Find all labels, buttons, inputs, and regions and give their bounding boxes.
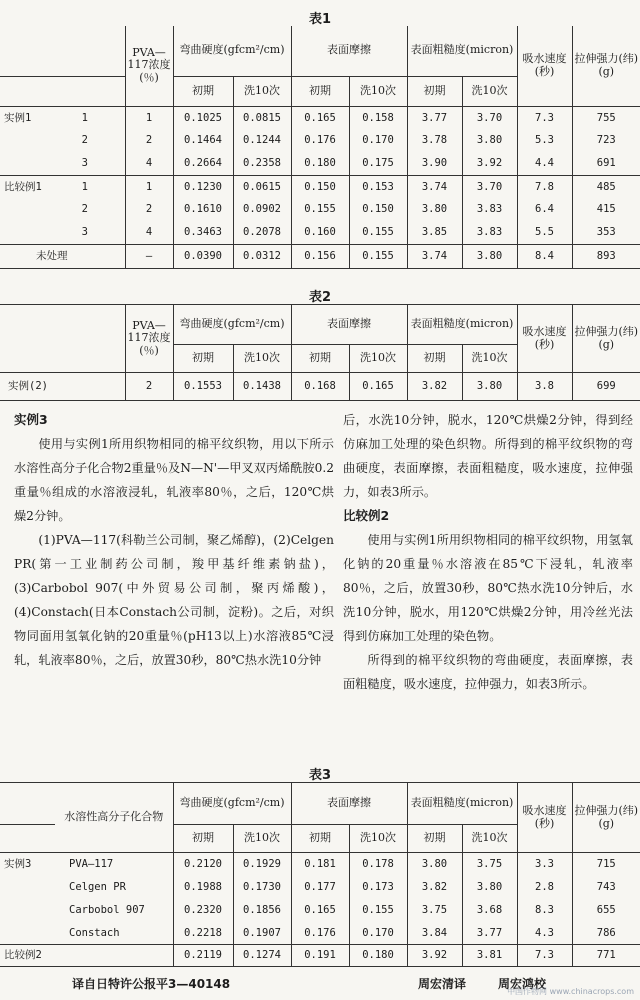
table-row: [0, 899, 640, 922]
table-cell: 353: [572, 221, 640, 244]
table-cell: 0.170: [349, 129, 407, 152]
table-cell: 2: [45, 198, 125, 221]
table-cell: 0.158: [349, 106, 407, 129]
table-cell: 0.0390: [173, 244, 233, 268]
table-cell: 0.175: [349, 152, 407, 175]
right-paragraph-2: 使用与实例1所用织物相同的棉平纹织物，用氢氧化钠的20重量％水溶液在85℃下浸轧，轧液率80％，之后，放置30秒，80℃热水洗10分钟后，水洗10分钟，脱水，用120℃烘燥2分钟，用冷丝光法得到仿麻加工处理的染色物。: [343, 533, 633, 643]
footer-translator: 周宏清译: [418, 977, 467, 991]
table2-header-bend: 弯曲硬度(gfcm²/cm): [173, 305, 291, 345]
table-cell: 2: [125, 373, 173, 401]
table-cell: 3.75: [462, 853, 517, 876]
table-row: [0, 175, 640, 198]
group-label: 实例1: [4, 111, 32, 124]
table-cell: 786: [572, 922, 640, 945]
table-cell: 0.165: [291, 106, 349, 129]
table-cell: 0.178: [349, 853, 407, 876]
table-cell: 5.5: [517, 221, 572, 244]
table-row: [0, 129, 640, 152]
table-cell: 0.1907: [233, 922, 291, 945]
right-column: [343, 408, 633, 696]
table-cell: 7.3: [517, 945, 572, 967]
table-cell: 0.153: [349, 175, 407, 198]
table1-header-pva: PVA—117浓度(％): [125, 26, 173, 106]
table-cell: 3.83: [462, 198, 517, 221]
table-cell: 0.150: [349, 198, 407, 221]
table3-header-bend: 弯曲硬度(gfcm²/cm): [173, 783, 291, 825]
table-cell: 0.2320: [173, 899, 233, 922]
table1-header-wash: 洗10次: [349, 76, 407, 106]
table-cell: 4.4: [517, 152, 572, 175]
table2-header-rough: 表面粗糙度(micron): [407, 305, 517, 345]
table-row: [0, 198, 640, 221]
table-row: [0, 922, 640, 945]
table-cell: 1: [125, 175, 173, 198]
table2-header-pva: PVA—117浓度(％): [125, 305, 173, 373]
table-cell: 3.83: [462, 221, 517, 244]
table-cell: 3.84: [407, 922, 462, 945]
table-cell: 0.156: [291, 244, 349, 268]
table-cell: 0.0312: [233, 244, 291, 268]
group-label: 未处理: [0, 244, 125, 268]
table3-header-initial: 初期: [173, 825, 233, 853]
table-cell: 0.176: [291, 922, 349, 945]
table-cell: 3.90: [407, 152, 462, 175]
table-cell: 2: [45, 129, 125, 152]
table-cell: 415: [596, 203, 616, 216]
table3-header-wash: 洗10次: [233, 825, 291, 853]
table-cell: 0.0615: [233, 175, 291, 198]
table-cell: PVA—117: [55, 853, 173, 876]
table-cell: 4: [125, 221, 173, 244]
table2-header-wash: 洗10次: [349, 345, 407, 373]
table-cell: 0.155: [349, 899, 407, 922]
right-paragraph-3: 所得到的棉平纹织物的弯曲硬度，表面摩擦，表面粗糙度，吸水速度，拉伸强力，如表3所示。: [343, 653, 633, 691]
table-row: [0, 244, 640, 268]
table-cell: 3.80: [462, 876, 517, 899]
table-row: [0, 106, 640, 129]
table-cell: 0.155: [291, 198, 349, 221]
table1-header-rough: 表面粗糙度(micron): [407, 26, 517, 76]
table2-header-wash: 洗10次: [462, 345, 517, 373]
table-cell: 3.80: [407, 853, 462, 876]
table2-header-absorb: 吸水速度(秒): [517, 305, 572, 373]
table-cell: 0.155: [349, 221, 407, 244]
table2-header-wash: 洗10次: [233, 345, 291, 373]
table3-header-friction: 表面摩擦: [291, 783, 407, 825]
table-cell: 0.3463: [173, 221, 233, 244]
table-cell: 0.160: [291, 221, 349, 244]
table-cell: 893: [572, 244, 640, 268]
table1-header-initial: 初期: [291, 76, 349, 106]
table-cell: 0.0815: [233, 106, 291, 129]
table3-header-tensile: 拉伸强力(纬)(g): [572, 783, 640, 853]
table-row: [0, 373, 640, 401]
table-cell: 0.1610: [173, 198, 233, 221]
table-cell: 0.176: [291, 129, 349, 152]
table-cell: 1: [45, 106, 125, 129]
table2-header-tensile: 拉伸强力(纬)(g): [572, 305, 640, 373]
table2: [0, 304, 640, 401]
footer-proofreader: 周宏鸿校: [498, 977, 547, 991]
table-cell: 0.2218: [173, 922, 233, 945]
table-cell: 0.1464: [173, 129, 233, 152]
table-cell: 3.74: [407, 175, 462, 198]
table-cell: 0.1230: [173, 175, 233, 198]
table-cell: 5.3: [517, 129, 572, 152]
table-cell: 0.173: [349, 876, 407, 899]
table-cell: 3.92: [407, 945, 462, 967]
table-cell: 3.70: [462, 106, 517, 129]
right-paragraph-1: 后，水洗10分钟，脱水，120℃烘燥2分钟，得到经仿麻加工处理的染色织物。所得到的棉平纹织物的弯曲硬度，表面摩擦，表面粗糙度，吸水速度，拉伸强力，如表3所示。: [343, 413, 633, 499]
table-cell: 3: [45, 152, 125, 175]
watermark: 中国作物网 www.chinacrops.com: [507, 987, 634, 996]
table-cell: 691: [572, 152, 640, 175]
table-cell: 0.1929: [233, 853, 291, 876]
table3: [0, 782, 640, 967]
table-cell: 0.168: [291, 373, 349, 401]
example3-title: 实例3: [14, 412, 48, 427]
table1-header-wash: 洗10次: [462, 76, 517, 106]
table-cell: 771: [572, 945, 640, 967]
table-cell: 7.3: [517, 106, 572, 129]
table-cell: 715: [596, 858, 616, 871]
table-cell: 0.1244: [233, 129, 291, 152]
table-cell: 0.2664: [173, 152, 233, 175]
table-cell: 3.82: [407, 876, 462, 899]
table-cell: 2: [125, 129, 173, 152]
table1-header-friction: 表面摩擦: [291, 26, 407, 76]
table-cell: 0.1856: [233, 899, 291, 922]
table3-header-wash: 洗10次: [349, 825, 407, 853]
table2-caption: 表2: [308, 290, 332, 305]
table-cell: 0.2119: [173, 945, 233, 967]
table-cell: 3.68: [462, 899, 517, 922]
table-cell: 3.77: [462, 922, 517, 945]
table-cell: 3.92: [462, 152, 517, 175]
table-cell: 0.1730: [233, 876, 291, 899]
table-cell: 1: [125, 106, 173, 129]
table3-header-absorb: 吸水速度(秒): [517, 783, 572, 853]
table-cell: 0.155: [349, 244, 407, 268]
table-cell: 3.75: [407, 899, 462, 922]
table-cell: 3.80: [407, 198, 462, 221]
table-cell: 3.70: [462, 175, 517, 198]
table-cell: 8.4: [517, 244, 572, 268]
table3-caption: 表3: [308, 768, 332, 783]
table1-header-tensile: 拉伸强力(纬)(g): [572, 26, 640, 106]
table3-header-compound: 水溶性高分子化合物: [55, 783, 173, 853]
table1-header-row: [0, 26, 640, 76]
group-label: 比较例2: [0, 945, 173, 967]
table-row: [0, 221, 640, 244]
table-cell: 0.165: [349, 373, 407, 401]
group-label: 比较例1: [4, 180, 42, 193]
table-cell: 2: [125, 198, 173, 221]
table-cell: 699: [572, 373, 640, 401]
table1-header-absorb: 吸水速度(秒): [517, 26, 572, 106]
table-cell: 3.81: [462, 945, 517, 967]
table-cell: 3.78: [407, 129, 462, 152]
table2-header-initial: 初期: [173, 345, 233, 373]
table-cell: 0.2120: [173, 853, 233, 876]
table-cell: 0.1438: [233, 373, 291, 401]
table-cell: 3.74: [407, 244, 462, 268]
table-cell: 0.1553: [173, 373, 233, 401]
table2-header-initial: 初期: [291, 345, 349, 373]
table1-header-bend: 弯曲硬度(gfcm²/cm): [173, 26, 291, 76]
table-cell: 4.3: [517, 922, 572, 945]
table-cell: 0.177: [291, 876, 349, 899]
table-cell: 0.150: [291, 175, 349, 198]
table1-header-initial: 初期: [407, 76, 462, 106]
table-cell: 8.3: [517, 899, 572, 922]
table-cell: 3.80: [462, 373, 517, 401]
table1: [0, 26, 640, 269]
table-cell: 655: [596, 903, 616, 916]
table-cell: 0.1988: [173, 876, 233, 899]
table-row: [0, 152, 640, 175]
table3-header-rough: 表面粗糙度(micron): [407, 783, 517, 825]
table-cell: 755: [596, 111, 616, 124]
table1-caption: 表1: [308, 12, 332, 27]
table1-header-wash: 洗10次: [233, 76, 291, 106]
table-cell: 7.8: [517, 175, 572, 198]
group-label: 实例(2): [0, 373, 125, 401]
table-row: [0, 853, 640, 876]
table3-header-initial: 初期: [407, 825, 462, 853]
table-cell: 0.0902: [233, 198, 291, 221]
table-row: [0, 945, 640, 967]
table-cell: Celgen PR: [55, 876, 173, 899]
left-paragraph-2: (1)PVA—117(科勒兰公司制，聚乙烯醇)，(2)Celgen PR(第一工业制药公司制，羧甲基纤维素钠盐)，(3)Carbobol 907(中外贸易公司制，聚丙烯酸)，(4)Constach(日本Constach公司制，淀粉)。之后，对织物同面用氢氧化钠的20重量％(pH13以上)水溶液85℃浸轧，轧液率80％，之后，放置30秒，80℃热水洗10分钟: [14, 533, 334, 667]
table-cell: 0.180: [349, 945, 407, 967]
table-cell: 3.80: [462, 129, 517, 152]
table3-header-initial: 初期: [291, 825, 349, 853]
table-cell: 0.1025: [173, 106, 233, 129]
table-cell: 3.85: [407, 221, 462, 244]
table-cell: 743: [596, 880, 616, 893]
table-cell: 0.191: [291, 945, 349, 967]
table-cell: 4: [125, 152, 173, 175]
table2-header-initial: 初期: [407, 345, 462, 373]
table-cell: 3.77: [407, 106, 462, 129]
table-cell: 0.1274: [233, 945, 291, 967]
table-cell: 1: [45, 175, 125, 198]
table-cell: 3.80: [462, 244, 517, 268]
table-cell: 485: [596, 180, 616, 193]
left-paragraph-1: 使用与实例1所用织物相同的棉平纹织物，用以下所示水溶性高分子化合物2重量％及N—N'—甲叉双丙烯酰胺0.2重量％组成的水溶液浸轧，轧液率80％，之后，120℃烘燥2分钟。: [14, 437, 334, 523]
table-cell: 0.165: [291, 899, 349, 922]
table-row: [0, 876, 640, 899]
table-cell: 3.3: [517, 853, 572, 876]
table-cell: 0.180: [291, 152, 349, 175]
table-cell: 0.181: [291, 853, 349, 876]
table1-header-initial: 初期: [173, 76, 233, 106]
footer-source: 译自日特许公报平3—40148: [72, 977, 231, 991]
table-cell: 2.8: [517, 876, 572, 899]
table-cell: 0.2358: [233, 152, 291, 175]
table-cell: 0.2078: [233, 221, 291, 244]
table-cell: 3.8: [517, 373, 572, 401]
table-cell: —: [125, 244, 173, 268]
table-cell: Constach: [55, 922, 173, 945]
table-cell: 723: [596, 134, 616, 147]
table2-header-friction: 表面摩擦: [291, 305, 407, 345]
table-cell: 3.82: [407, 373, 462, 401]
table-cell: Carbobol 907: [55, 899, 173, 922]
compare2-title: 比较例2: [343, 508, 390, 523]
table3-header-wash: 洗10次: [462, 825, 517, 853]
table-cell: 0.170: [349, 922, 407, 945]
group-label: 实例3: [4, 858, 32, 871]
left-column: [14, 408, 334, 672]
table-cell: 3: [45, 221, 125, 244]
table-cell: 6.4: [517, 198, 572, 221]
